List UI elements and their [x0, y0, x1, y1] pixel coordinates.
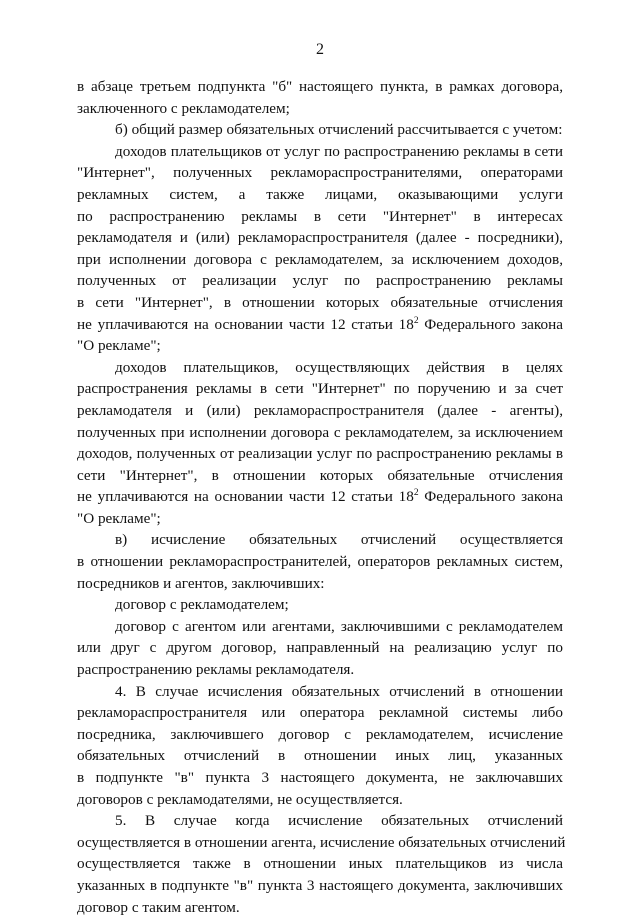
line-text: договор с рекламодателем;	[115, 596, 289, 614]
text-line	[77, 551, 563, 573]
text-line	[77, 184, 563, 206]
text-line	[77, 378, 563, 400]
text-line	[77, 529, 563, 551]
text-line	[77, 875, 563, 897]
line-text: в подпункте "в" пункта 3 настоящего документа, не заключавших	[77, 769, 563, 786]
line-text: в сети "Интернет", в отношении которых обязательные отчисления	[77, 293, 563, 311]
superscript: 2	[413, 488, 419, 499]
line-text-continuation: Федерального закона	[418, 315, 563, 333]
text-line	[77, 767, 563, 789]
text-line	[77, 810, 563, 832]
line-text: договоров с рекламодателями, не осуществляется.	[77, 790, 403, 808]
text-line	[77, 659, 563, 681]
line-text: в абзаце третьем подпункта "б" настоящего пункта, в рамках договора,	[77, 78, 563, 95]
line-text: доходов, полученных от реализации услуг по распространению рекламы в	[77, 445, 563, 463]
line-text: б) общий размер обязательных отчислений рассчитывается с учетом:	[115, 121, 563, 139]
document-body	[77, 76, 566, 918]
text-line	[77, 508, 563, 530]
text-line	[77, 76, 563, 98]
line-text: распространению рекламы рекламодателя.	[77, 661, 355, 679]
line-text: рекламных систем, а также лицами, оказывающими услуги	[77, 185, 563, 203]
line-text: при исполнении договора с рекламодателем, за исключением доходов,	[77, 250, 563, 268]
text-line	[77, 832, 566, 854]
text-line	[77, 573, 563, 595]
line-text: 5. В случае когда исчисление обязательных отчислений	[115, 812, 563, 830]
line-text: распространения рекламы в сети "Интернет" по поручению и за счет	[77, 380, 563, 398]
text-line	[77, 637, 563, 659]
text-line	[77, 292, 563, 314]
text-line	[77, 681, 563, 703]
text-line	[77, 853, 563, 875]
line-text: сети "Интернет", в отношении которых обязательные отчисления	[77, 466, 563, 484]
text-line	[77, 206, 563, 228]
superscript: 2	[413, 315, 419, 326]
line-text: рекламодателя и (или) рекламораспространителя (далее - посредники),	[77, 229, 563, 247]
line-text: указанных в подпункте "в" пункта 3 настоящего документа, заключивших	[77, 876, 563, 894]
text-line	[77, 745, 563, 767]
text-line	[77, 270, 563, 292]
text-line	[77, 141, 563, 163]
text-line	[77, 422, 563, 444]
line-text: доходов плательщиков от услуг по распространению рекламы в сети	[115, 142, 563, 160]
line-text: рекламодателя и (или) рекламораспространителя (далее - агенты),	[77, 401, 563, 419]
line-text: "О рекламе";	[77, 509, 161, 527]
text-line	[77, 465, 563, 487]
text-line	[77, 486, 563, 508]
line-text: рекламораспространителя или оператора рекламной системы либо	[77, 704, 563, 722]
text-line	[77, 357, 563, 379]
line-text: посредников и агентов, заключивших:	[77, 574, 325, 592]
text-line	[77, 616, 563, 638]
line-text: обязательных отчислений в отношении иных лиц, указанных	[77, 747, 563, 765]
text-line	[77, 119, 563, 141]
line-text: не уплачиваются на основании части 12 статьи 18	[77, 315, 414, 333]
line-text: посредника, заключившего договор с рекламодателем, исчисление	[77, 725, 563, 743]
line-text: осуществляется в отношении агента, исчисление обязательных отчислений	[77, 833, 566, 851]
line-text: "Интернет", полученных рекламораспространителями, операторами	[77, 164, 563, 182]
page-number: 2	[316, 41, 324, 58]
text-line	[77, 227, 563, 249]
line-text: договор с таким агентом.	[77, 898, 240, 916]
text-line	[77, 789, 563, 811]
line-text: полученных от реализации услуг по распространению рекламы	[77, 272, 563, 290]
line-text: доходов плательщиков, осуществляющих действия в целях	[115, 358, 563, 376]
text-line	[77, 98, 563, 120]
line-text: или друг с другом договор, направленный на реализацию услуг по	[77, 639, 563, 657]
text-line	[77, 249, 563, 271]
line-text: в) исчисление обязательных отчислений осуществляется	[115, 531, 563, 549]
text-line	[77, 162, 563, 184]
text-line	[77, 335, 563, 357]
line-text: договор с агентом или агентами, заключившими с рекламодателем	[115, 617, 563, 635]
text-line	[77, 314, 563, 336]
text-line	[77, 594, 563, 616]
text-line	[77, 443, 563, 465]
line-text: в отношении рекламораспространителей, операторов рекламных систем,	[77, 553, 563, 571]
text-line	[77, 724, 563, 746]
line-text: заключенного с рекламодателем;	[77, 99, 290, 117]
line-text: 4. В случае исчисления обязательных отчислений в отношении	[115, 682, 563, 700]
line-text: по распространению рекламы в сети "Интернет" в интересах	[77, 207, 563, 225]
line-text-continuation: Федерального закона	[418, 488, 563, 506]
text-line	[77, 897, 563, 918]
text-line	[77, 702, 563, 724]
text-line	[77, 400, 563, 422]
line-text: не уплачиваются на основании части 12 статьи 18	[77, 488, 414, 506]
line-text: осуществляется также в отношении иных плательщиков из числа	[77, 855, 563, 873]
line-text: полученных при исполнении договора с рекламодателем, за исключением	[77, 423, 563, 441]
line-text: "О рекламе";	[77, 337, 161, 355]
